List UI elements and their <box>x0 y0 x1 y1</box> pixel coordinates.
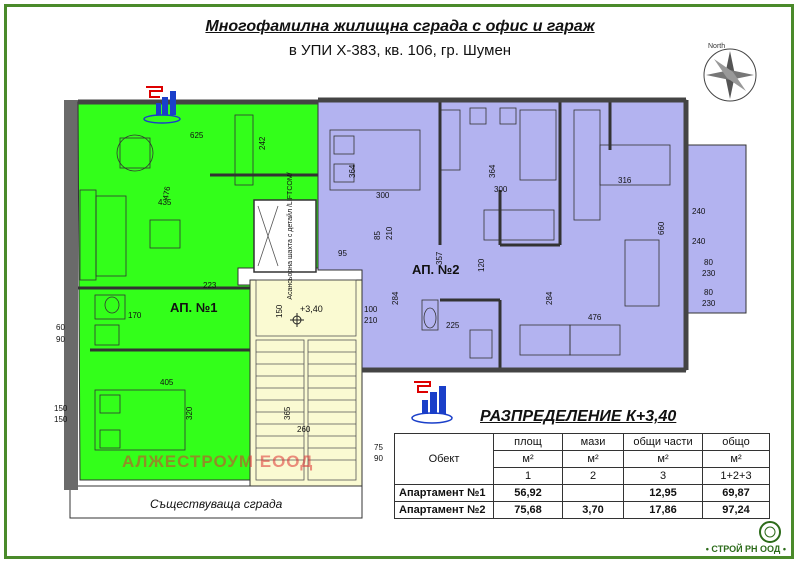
table-cell: 17,86 <box>624 502 703 519</box>
table-cell: 97,24 <box>703 502 770 519</box>
dim-text: 225 <box>446 321 460 330</box>
elevator-shaft <box>254 200 316 272</box>
dim-text: 240 <box>692 237 706 246</box>
dim-text: 284 <box>391 291 400 305</box>
table-row <box>395 502 770 519</box>
dim-text: 85 <box>373 231 382 240</box>
footer-brand: • СТРОЙ РН ООД • <box>705 544 786 554</box>
compass-icon <box>704 49 756 101</box>
table-header-cell: общо <box>703 434 770 451</box>
dim-text: 284 <box>545 291 554 305</box>
dim-text: 80 <box>704 258 713 267</box>
dim-text: 90 <box>374 454 383 463</box>
dim-text: 150 <box>275 304 284 318</box>
dim-text: 476 <box>161 185 173 201</box>
dim-text: 476 <box>588 313 602 322</box>
table-cell: 56,92 <box>494 485 563 502</box>
existing-building-label: Съществуваща сграда <box>150 497 283 511</box>
company-logo-icon <box>412 382 452 423</box>
table-header-row <box>395 434 770 451</box>
dim-text: 357 <box>435 251 444 265</box>
dim-text: 90 <box>56 335 65 344</box>
dim-text: 625 <box>190 131 204 140</box>
dim-text: 223 <box>203 281 217 290</box>
dim-text: 300 <box>494 185 508 194</box>
distribution-table <box>394 433 770 519</box>
table-header-cell: мази <box>563 434 624 451</box>
table-header-cell: Обект <box>395 434 494 485</box>
dim-text: 95 <box>338 249 347 258</box>
table-cell: Апартамент №1 <box>395 485 494 502</box>
table-cell: м² <box>563 451 624 468</box>
dim-text: 230 <box>702 269 716 278</box>
table-header-cell: площ <box>494 434 563 451</box>
table-cell: 3,70 <box>563 502 624 519</box>
table-cell: 1+2+3 <box>703 468 770 485</box>
table-header-cell: общи части <box>624 434 703 451</box>
page-title: Многофамилна жилищна сграда с офис и гараж <box>205 18 595 35</box>
dim-text: 660 <box>657 221 666 235</box>
dim-text: 405 <box>160 378 174 387</box>
dim-text: 364 <box>348 164 357 178</box>
dim-text: 320 <box>185 406 194 420</box>
table-cell: 3 <box>624 468 703 485</box>
dim-text: 80 <box>704 288 713 297</box>
level-mark: +3,40 <box>300 304 323 314</box>
table-cell: м² <box>703 451 770 468</box>
dim-text: 150 <box>54 415 68 424</box>
dim-text: 150 <box>54 404 68 413</box>
distribution-title: РАЗПРЕДЕЛЕНИЕ К+3,40 <box>480 408 677 425</box>
seal-icon <box>760 522 780 542</box>
dim-text: 210 <box>364 316 378 325</box>
dim-text: 316 <box>618 176 632 185</box>
compass-north-label: North <box>708 43 726 50</box>
table-cell: 69,87 <box>703 485 770 502</box>
dim-text: 242 <box>258 136 267 150</box>
apartment-2-label: АП. №2 <box>412 262 460 277</box>
dim-text: 365 <box>283 406 292 420</box>
dim-text: 210 <box>385 226 394 240</box>
table-cell: 1 <box>494 468 563 485</box>
balcony-right <box>686 145 746 313</box>
dim-text: 300 <box>376 191 390 200</box>
dim-text: 260 <box>297 425 311 434</box>
table-cell: м² <box>494 451 563 468</box>
table-row <box>395 485 770 502</box>
dim-text: 230 <box>702 299 716 308</box>
dim-text: 364 <box>488 164 497 178</box>
company-name: АЛЖЕСТРОУМ ЕООД <box>122 452 314 471</box>
dim-text: 100 <box>364 305 378 314</box>
elevator-label: Асансьорна шахта с детайл /LIFTCOM/ <box>287 172 294 300</box>
table-cell <box>563 485 624 502</box>
apartment-1-label: АП. №1 <box>170 300 218 315</box>
dim-text: 435 <box>158 198 172 207</box>
outer-wall-left <box>64 100 78 490</box>
table-cell: 2 <box>563 468 624 485</box>
table-cell: Апартамент №2 <box>395 502 494 519</box>
dim-text: 240 <box>692 207 706 216</box>
dim-text: 170 <box>128 311 142 320</box>
dim-text: 120 <box>477 258 486 272</box>
table-cell: м² <box>624 451 703 468</box>
table-cell: 75,68 <box>494 502 563 519</box>
dim-text: 60 <box>56 323 65 332</box>
dim-text: 75 <box>374 443 383 452</box>
table-cell: 12,95 <box>624 485 703 502</box>
page-subtitle: в УПИ X-383, кв. 106, гр. Шумен <box>288 42 512 59</box>
